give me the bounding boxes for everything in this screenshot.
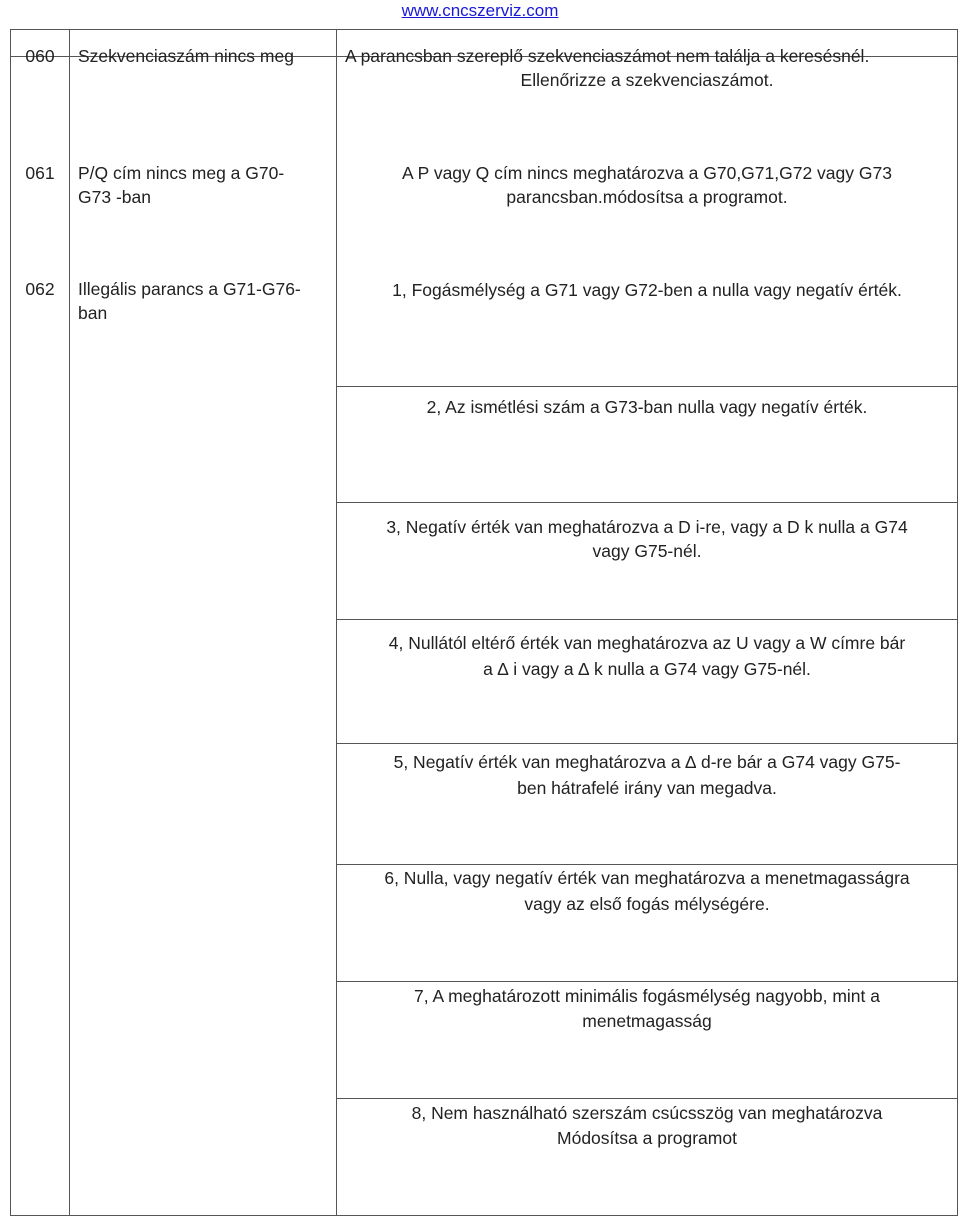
error-detail-item: menetmagasság [582,1011,712,1031]
error-detail-item: 3, Negatív érték van meghatározva a D i-re, vagy a D k nulla a G74 [386,517,908,537]
item-divider [336,502,957,503]
item-divider [336,619,957,620]
error-code-table [10,29,958,1216]
error-detail-item: vagy G75-nél. [592,541,702,561]
error-detail-item: 5, Negatív érték van meghatározva a ∆ d-re bár a G74 vagy G75- [393,752,901,772]
item-divider [336,1098,957,1099]
column-divider [69,30,70,1215]
error-detail-item: 1, Fogásmélység a G71 vagy G72-ben a nulla vagy negatív érték. [392,280,902,300]
error-detail-item: 7, A meghatározott minimális fogásmélység nagyobb, mint a [414,986,880,1006]
error-title: G73 -ban [78,187,151,207]
item-divider [336,864,957,865]
error-detail-item: Módosítsa a programot [557,1128,737,1148]
error-code: 062 [25,279,55,299]
error-title: Illegális parancs a G71-G76- [78,279,301,299]
error-code: 060 [25,46,55,66]
error-detail-item: ben hátrafelé irány van megadva. [517,778,777,798]
item-divider [336,981,957,982]
item-divider [336,386,957,387]
error-description: A parancsban szereplő szekvenciaszámot nem találja a keresésnél. [345,46,870,66]
error-detail-item: vagy az első fogás mélységére. [524,894,770,914]
error-code: 061 [25,163,55,183]
error-title: ban [78,303,108,323]
error-detail-item: 8, Nem használható szerszám csúcsszög van meghatározva [411,1103,883,1123]
error-detail-item: 6, Nulla, vagy negatív érték van meghatározva a menetmagasságra [384,868,910,888]
error-title: Szekvenciaszám nincs meg [78,46,294,66]
error-description: parancsban.módosítsa a programot. [506,187,788,207]
error-detail-item: 2, Az ismétlési szám a G73-ban nulla vagy negatív érték. [426,397,868,417]
error-description: A P vagy Q cím nincs meghatározva a G70,G71,G72 vagy G73 [402,163,892,183]
website-link[interactable]: www.cncszerviz.com [401,1,559,20]
error-title: P/Q cím nincs meg a G70- [78,163,285,183]
error-description: Ellenőrizze a szekvenciaszámot. [520,70,774,90]
item-divider [336,743,957,744]
error-detail-item: a ∆ i vagy a ∆ k nulla a G74 vagy G75-nél. [483,659,811,679]
error-detail-item: 4, Nullától eltérő érték van meghatározva az U vagy a W címre bár [388,633,906,653]
